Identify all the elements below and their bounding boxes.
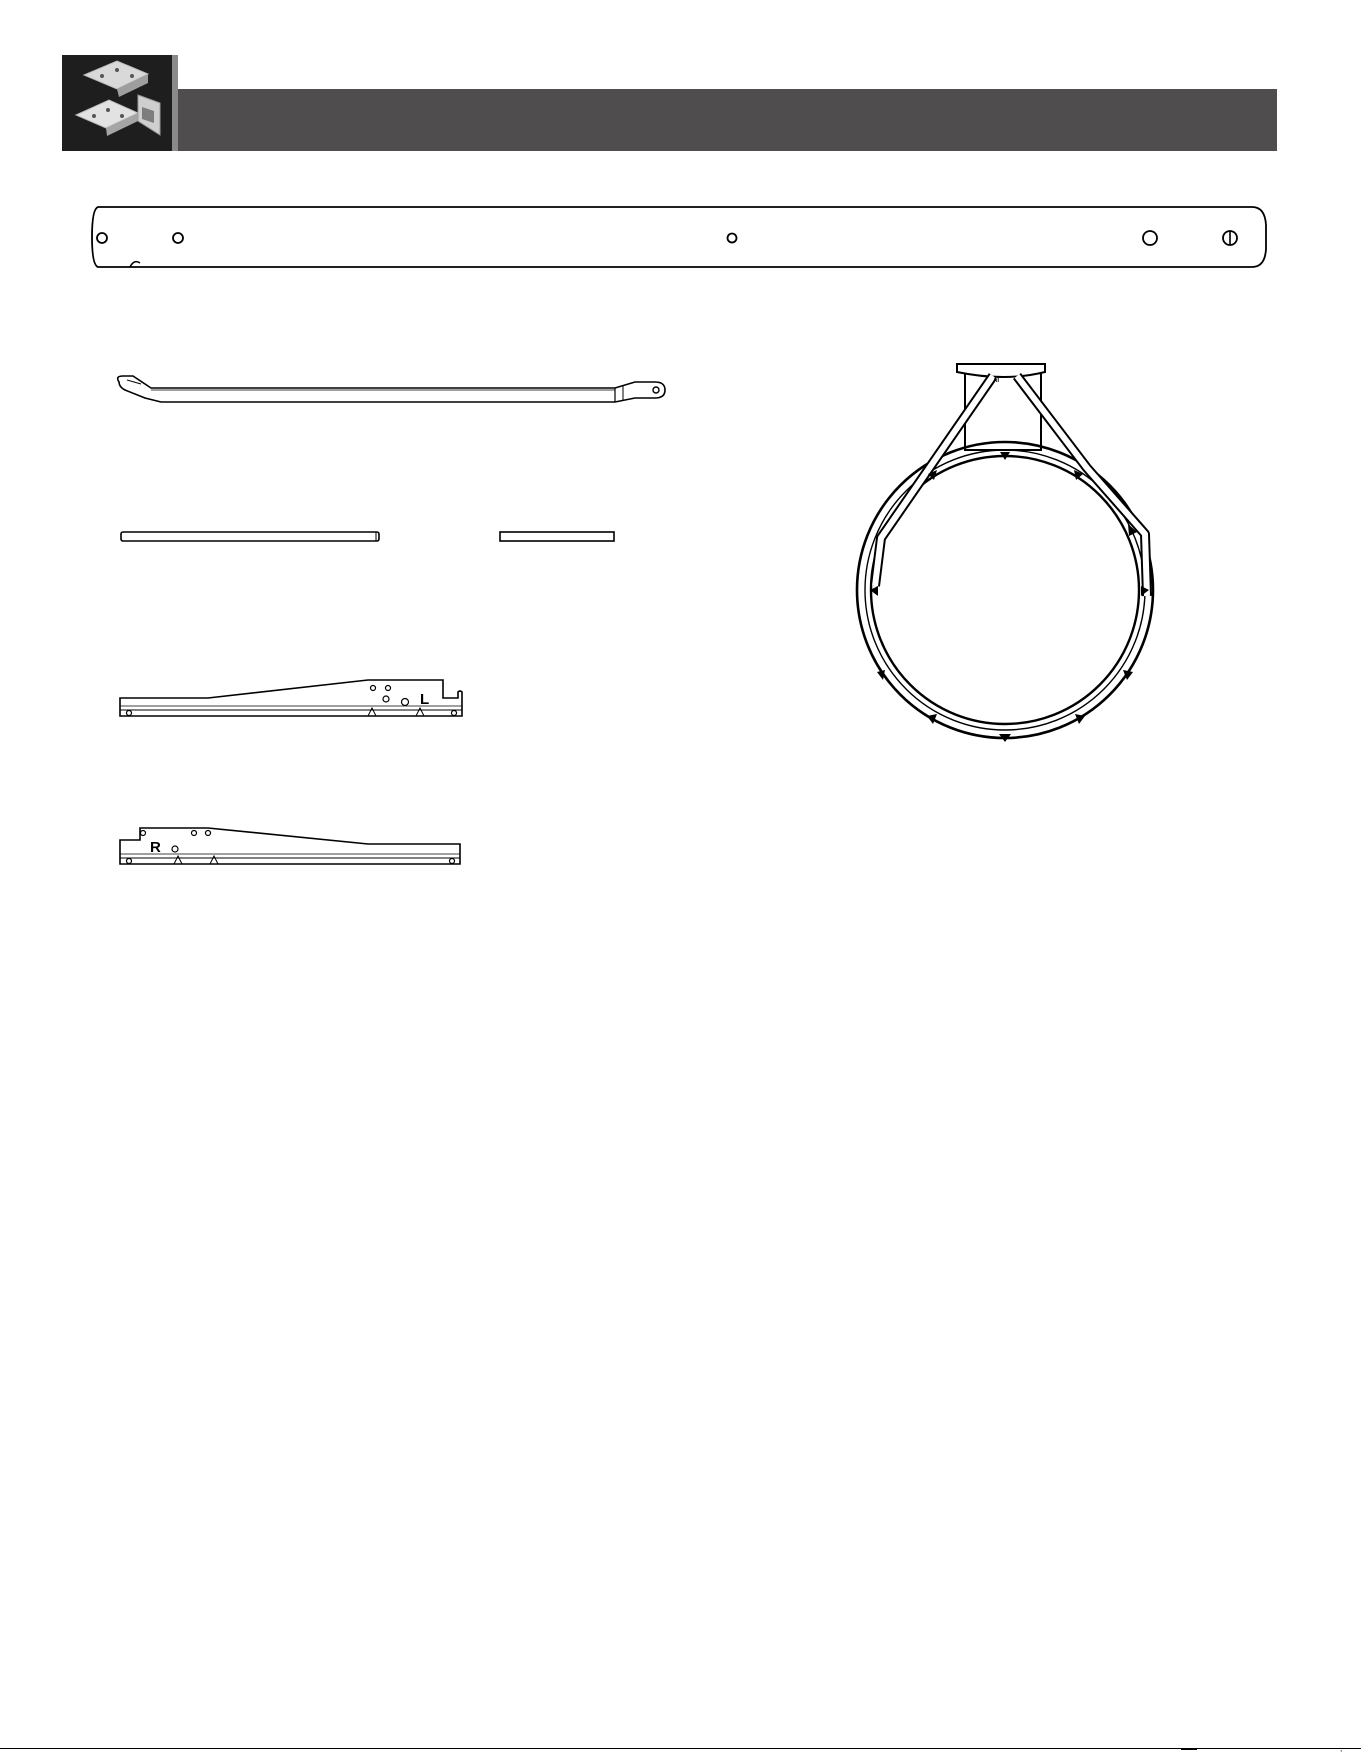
short-tube [499, 530, 617, 544]
right-arm-stamp: R [150, 839, 161, 856]
footer-tick [1181, 1749, 1197, 1750]
rim-bracket-stamp: AI [993, 378, 999, 384]
brace-rod [115, 374, 675, 414]
right-arm [118, 812, 468, 866]
header-title-band [178, 89, 1277, 151]
header-icon-tile [62, 55, 172, 151]
long-tube [120, 530, 382, 544]
support-bar [90, 205, 1270, 271]
left-arm [118, 668, 468, 718]
page-mark: , [1340, 1744, 1343, 1753]
left-arm-stamp: L [420, 691, 430, 708]
bracket-parts-icon [62, 55, 172, 151]
footer-rule [0, 1748, 1361, 1749]
rim-assembly [845, 360, 1165, 760]
